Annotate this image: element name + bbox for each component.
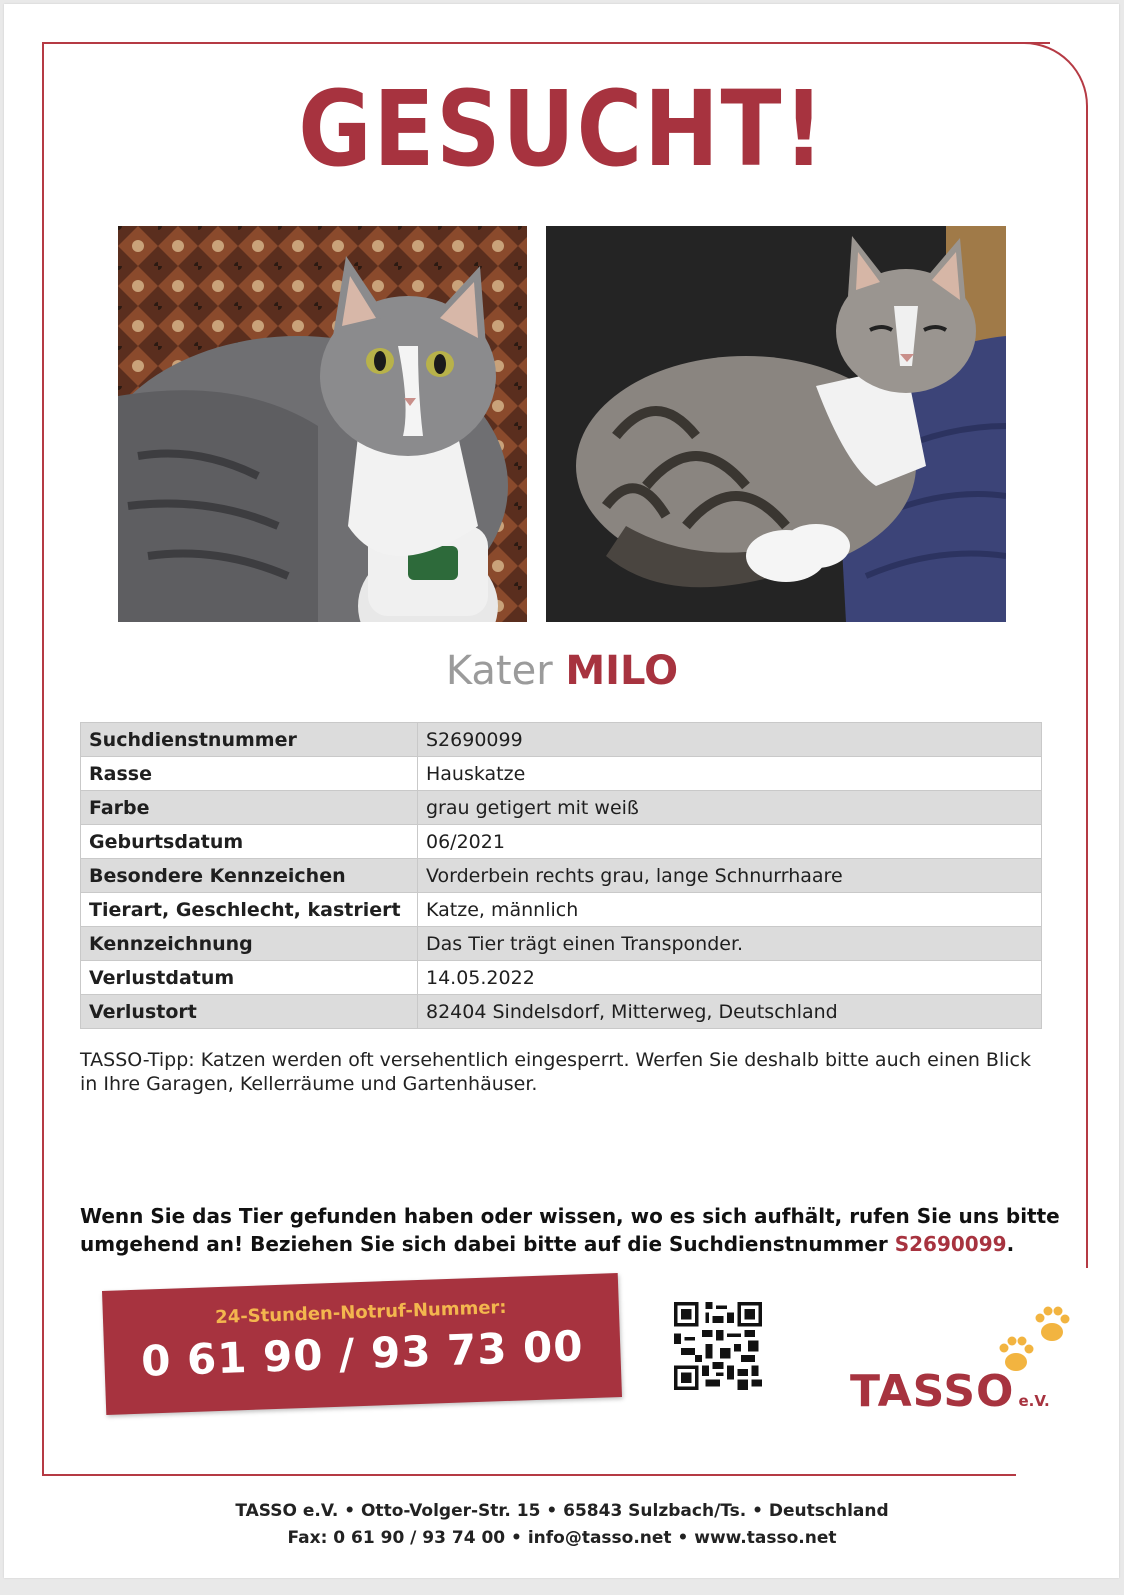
fact-value: Hauskatze	[418, 757, 1042, 791]
qr-code-icon[interactable]	[674, 1302, 762, 1390]
frame-line-right	[1086, 134, 1088, 1268]
table-row	[81, 927, 1042, 961]
pet-kind: Kater	[445, 648, 553, 694]
table-row	[81, 893, 1042, 927]
call-text: Wenn Sie das Tier gefunden haben oder wissen, wo es sich aufhält, rufen Sie uns bitte umgehend an! Beziehen Sie sich dabei bitte auf die Suchdienstnummer	[80, 1204, 1060, 1256]
pet-name-line	[0, 648, 1124, 694]
table-row	[81, 995, 1042, 1029]
table-row	[81, 757, 1042, 791]
logo-suffix: e.V.	[1018, 1392, 1050, 1410]
fact-key: Kennzeichnung	[81, 927, 418, 961]
footer-contact[interactable]: Fax: 0 61 90 / 93 74 00 • info@tasso.net • www.tasso.net	[287, 1528, 837, 1548]
fact-key: Suchdienstnummer	[81, 723, 418, 757]
table-row	[81, 791, 1042, 825]
tasso-logo	[850, 1366, 1050, 1420]
fact-value: grau getigert mit weiß	[418, 791, 1042, 825]
fact-value: Katze, männlich	[418, 893, 1042, 927]
fact-value: 14.05.2022	[418, 961, 1042, 995]
fact-value: S2690099	[418, 723, 1042, 757]
fact-key: Besondere Kennzeichen	[81, 859, 418, 893]
logo-name: TASSO	[850, 1366, 1015, 1417]
footer-address: TASSO e.V. • Otto-Volger-Str. 15 • 65843 Sulzbach/Ts. • Deutschland	[235, 1501, 889, 1521]
hotline-label: 24-Stunden-Notruf-Nummer:	[214, 1296, 507, 1329]
table-row	[81, 961, 1042, 995]
fact-key: Verlustdatum	[81, 961, 418, 995]
facts-table	[80, 722, 1042, 1029]
hotline-number[interactable]: 0 61 90 / 93 73 00	[140, 1321, 585, 1386]
fact-key: Tierart, Geschlecht, kastriert	[81, 893, 418, 927]
hotline-box	[102, 1273, 622, 1415]
pet-name: MILO	[565, 648, 679, 694]
frame-line-bottom	[42, 1474, 1016, 1476]
headline: GESUCHT!	[298, 68, 826, 190]
fact-key: Rasse	[81, 757, 418, 791]
table-row	[81, 825, 1042, 859]
tasso-tip: TASSO-Tipp: Katzen werden oft versehentlich eingesperrt. Werfen Sie deshalb bitte auch einen Blick in Ihre Garagen, Kellerräume und Gartenhäuser.	[80, 1049, 1031, 1095]
fact-value: 06/2021	[418, 825, 1042, 859]
fact-key: Farbe	[81, 791, 418, 825]
fact-key: Verlustort	[81, 995, 418, 1029]
frame-line-left	[42, 42, 44, 1476]
call-to-action	[80, 1202, 1060, 1258]
fact-value: 82404 Sindelsdorf, Mitterweg, Deutschland	[418, 995, 1042, 1029]
frame-line-top	[42, 42, 1050, 44]
fact-value: Vorderbein rechts grau, lange Schnurrhaare	[418, 859, 1042, 893]
footer	[0, 1498, 1124, 1552]
call-end: .	[1006, 1232, 1015, 1256]
fact-value: Das Tier trägt einen Transponder.	[418, 927, 1042, 961]
table-row	[81, 723, 1042, 757]
cat-photo-2	[546, 226, 1006, 622]
table-row	[81, 859, 1042, 893]
cat-photo-1	[118, 226, 527, 622]
call-search-number: S2690099	[894, 1232, 1007, 1256]
fact-key: Geburtsdatum	[81, 825, 418, 859]
